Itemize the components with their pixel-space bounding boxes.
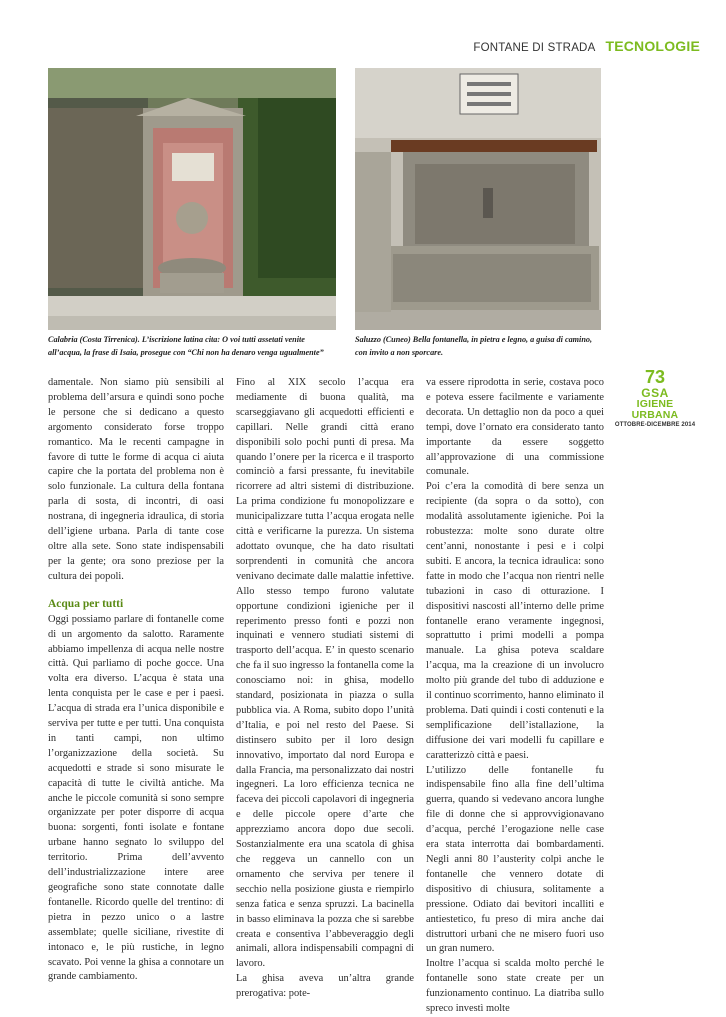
- magazine-logo: GSA: [641, 386, 669, 400]
- article-paragraph: La ghisa aveva un’altra grande prerogativa: pote-: [236, 973, 414, 1000]
- fountain-photo-calabria: [48, 68, 336, 330]
- section-label: FONTANE DI STRADA: [473, 42, 596, 54]
- magazine-name: IGIENE URBANA: [631, 398, 679, 421]
- fountain-photo-saluzzo-icon: [355, 68, 601, 330]
- article-column-3: [426, 376, 604, 1017]
- fountain-photo-calabria-icon: [48, 68, 336, 330]
- category-label: TECNOLOGIE: [605, 38, 700, 54]
- article-paragraph: va essere riprodotta in serie, costava poco e poteva essere facilmente e variamente decorata. Un dettaglio non da poco a quei tempi, dove l’ornato era considerato tanto importante da essere soggetto all’approvazione di una commissione comunale.: [426, 377, 604, 478]
- article-column-1: [48, 376, 224, 985]
- article-paragraph: Poi c’era la comodità di bere senza un recipiente (da sopra o da sotto), con modalità assolutamente igieniche. Poi la robustezza: molte sono durate oltre cent’anni, nonostante i pesi e i colpi subiti. E ancora, la tecnica idraulica: sono fatte in modo che l’acqua non rientri nelle tubazioni in caso di otturazione. I dispositivi nascosti all’interno delle prime fontanelle erano veramente ingegnosi, soprattutto i primi modelli a pompa manuale. La ghisa poteva scaldare l’acqua, ma la creazione di un involucro molto più grande del tubo di adduzione e il continuo scorrimento, hanno eliminato il problema. Dati quindi i costi contenuti e la semplificazione dell’istallazione, la diffusione dei vari modelli fu capillare e caratterizzò città e paesi.: [426, 481, 604, 761]
- fountain-photo-saluzzo: [355, 68, 601, 330]
- page-header: [473, 38, 700, 54]
- article-paragraph: damentale. Non siamo più sensibili al problema dell’arsura e quindi sono poche le persone che si dedicano a questo argomento considerato forse troppo romantico. Ma le recenti campagne in favore di tutte le forme di acqua ci aiuta capire che la portata del problema non è solo funzionale. La cultura della fontana parla di sosta, di incontri, di oasi nostrana, di ingegneria idraulica, di storia dell’igiene urbana. Parla di tante cose oltre alla sete. Sono state indispensabili per la gente; ora sono preziose per la cultura dei popoli.: [48, 377, 224, 582]
- article-paragraph: Fino al XIX secolo l’acqua era mediamente di buona qualità, ma scarseggiavano gli acquedotti efficienti e capillari. Nelle grandi città erano disponibili solo pochi punti di presa. Ma quando l’onere per la ricerca e il trasporto cominciò a farsi pressante, fu inevitabile ricorrere ad altri sistemi di distribuzione. La prima condizione fu monopolizzare e municipalizzare tutta l’acqua erogata nelle città e verificarne la purezza. Un sistema adottato ovunque, che ha dato risultati sorprendenti in comunità che ancora venivano decimate dalle malattie infettive. Allo stesso tempo furono valutate opportune condizioni igieniche per il reperimento presso fonti e pozzi non inquinati e vennero studiati sistemi di trasporto dell’acqua. E’ in questo scenario che fa il suo ingresso la fontanella come la conosciamo noi: in ghisa, modello standard, posizionata in piazza o sulla pubblica via. A Roma, subito dopo l’unità d’Italia, e poi nel resto del Paese. Si distinsero subito per il loro design innovativo, importato dal nord Europa e dalla Francia, ma personalizzato dai nostri ingegneri. La loro efficienza tecnica ne faceva dei piccoli capolavori di ingegneria e delle piccole opere d’arte che apprezziamo ancora dopo due secoli. Sostanzialmente era una scatola di ghisa che reggeva un cannello con un ornamento che serviva per tenere il secchio nella posizione giusta e riempirlo senza fatica e senza spruzzi. La bacinella in basso eliminava la pozza che si sarebbe creata e consentiva l’abbeveraggio degli animali, allora indispensabili compagni di lavoro.: [236, 377, 414, 970]
- article-paragraph: Oggi possiamo parlare di fontanelle come di un argomento da salotto. Raramente abbiamo impellenza di acqua nelle nostre città. Qui parliamo di poche gocce. Una volta era diverso. L’acqua è stata una lenta conquista per le case e per i paesi. L’acqua di strada era l’unica disponibile e serviva per tutte e per tutti. Una conquista in tanti campi, non ultimo l’organizzazione della società. Su acquedotti e strade si sono misurate le capacità di tutte le civiltà antiche. Ma anche le piccole comunità si sono sempre organizzate per poter disporre di acqua buona: sorgenti, fonti isolate e fontane urbane hanno segnato lo sviluppo del territorio. Prima dell’avvento dell’industrializzazione intere aree geografiche sono state connotate dalle fontanelle. Ricordo quelle del trentino: di pietra in pezzo unico o a lastre assemblate; quelle siciliane, rivestite di intonaco e, le più rustiche, in legno scavato. Poi venne la ghisa a connotare un grande cambiamento.: [48, 613, 225, 983]
- photo-caption-right: Saluzzo (Cuneo) Bella fontanella, in pietra e legno, a guisa di camino, con invito a non sporcare.: [355, 335, 593, 357]
- article-paragraph: L’utilizzo delle fontanelle fu indispensabile fino alla fine dell’ultima guerra, quando si vedevano ancora lunghe file di donne che si approvvigionavano d’acqua, perché l’erogazione nelle case era stata interrotta dai bombardamenti. Negli anni 80 l’austerity colpì anche le fontanelle che vennero dotate di dispositivo di chiusura, solitamente a pressione. Odiato dai bevitori incalliti e antiestetico, fu preso di mira anche dai distruttori urbani che ne misero fuori uso un gran numero.: [426, 764, 604, 955]
- photo-caption-left: Calabria (Costa Tirrenica). L’iscrizione latina cita: O voi tutti assetati venite all’acqua, la frase di Isaia, prosegue con “Chi non ha denaro venga ugualmente”: [48, 335, 324, 357]
- magazine-badge: [614, 368, 696, 430]
- article-subheading: Acqua per tutti: [48, 597, 124, 610]
- page-number: 73: [644, 367, 666, 387]
- article-paragraph: Inoltre l’acqua si scalda molto perché le fontanelle sono state create per un funzionamento continuo. La diatriba sullo spreco investì molte: [426, 958, 604, 1015]
- article-column-2: [236, 376, 414, 1002]
- magazine-issue: OTTOBRE-DICEMBRE 2014: [614, 422, 696, 428]
